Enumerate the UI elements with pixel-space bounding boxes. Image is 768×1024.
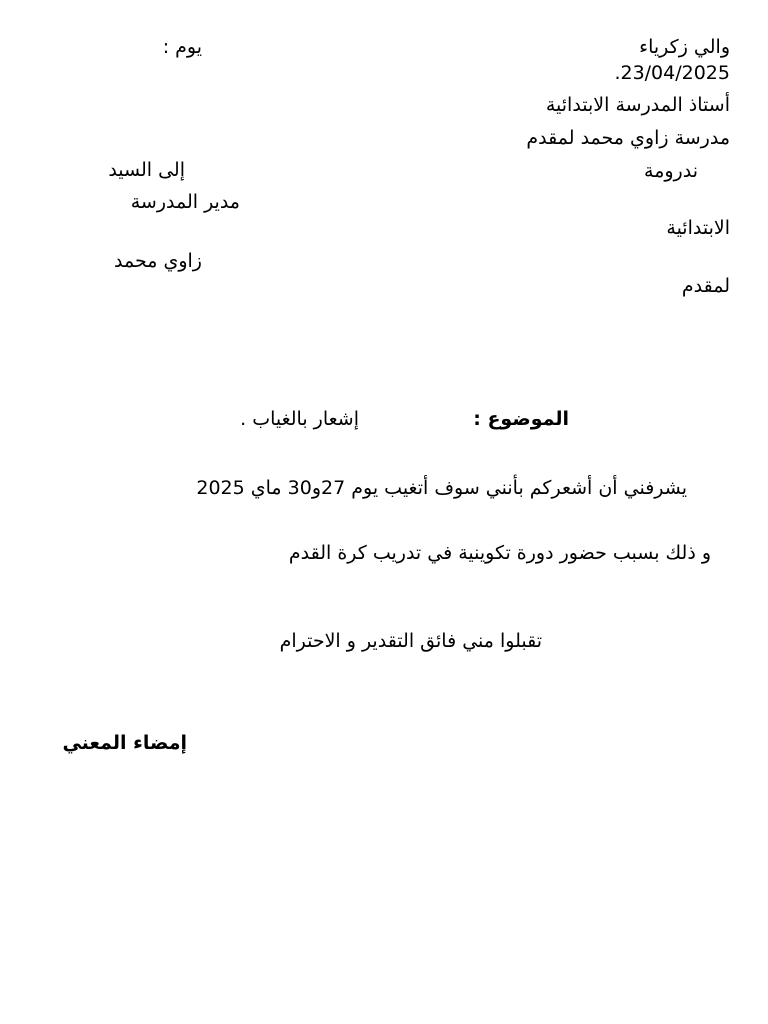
subject-label: الموضوع : <box>473 408 569 430</box>
recipient-to: إلى السيد <box>108 159 185 181</box>
closing-line: تقبلوا مني فائق التقدير و الاحترام <box>279 630 542 652</box>
recipient-role: مدير المدرسة <box>130 191 240 213</box>
day-label: يوم : <box>162 36 202 58</box>
sender-title: أستاذ المدرسة الابتدائية <box>545 94 730 116</box>
letter-date: .23/04/2025 <box>614 62 730 84</box>
sender-name: والي زكرياء <box>639 36 730 58</box>
subject-text: إشعار بالغياب . <box>240 408 359 430</box>
sender-city: ندرومة <box>644 160 698 182</box>
body-line-2: و ذلك بسبب حضور دورة تكوينية في تدريب كرة القدم <box>288 542 711 564</box>
sender-school: مدرسة زاوي محمد لمقدم <box>526 127 730 149</box>
recipient-school-type: الابتدائية <box>666 217 730 239</box>
recipient-school-name: زاوي محمد <box>114 250 202 272</box>
recipient-school-place: لمقدم <box>681 275 730 297</box>
signature-label: إمضاء المعني <box>62 732 187 754</box>
body-line-1: يشرفني أن أشعركم بأنني سوف أتغيب يوم 27و30 ماي 2025 <box>196 477 687 499</box>
